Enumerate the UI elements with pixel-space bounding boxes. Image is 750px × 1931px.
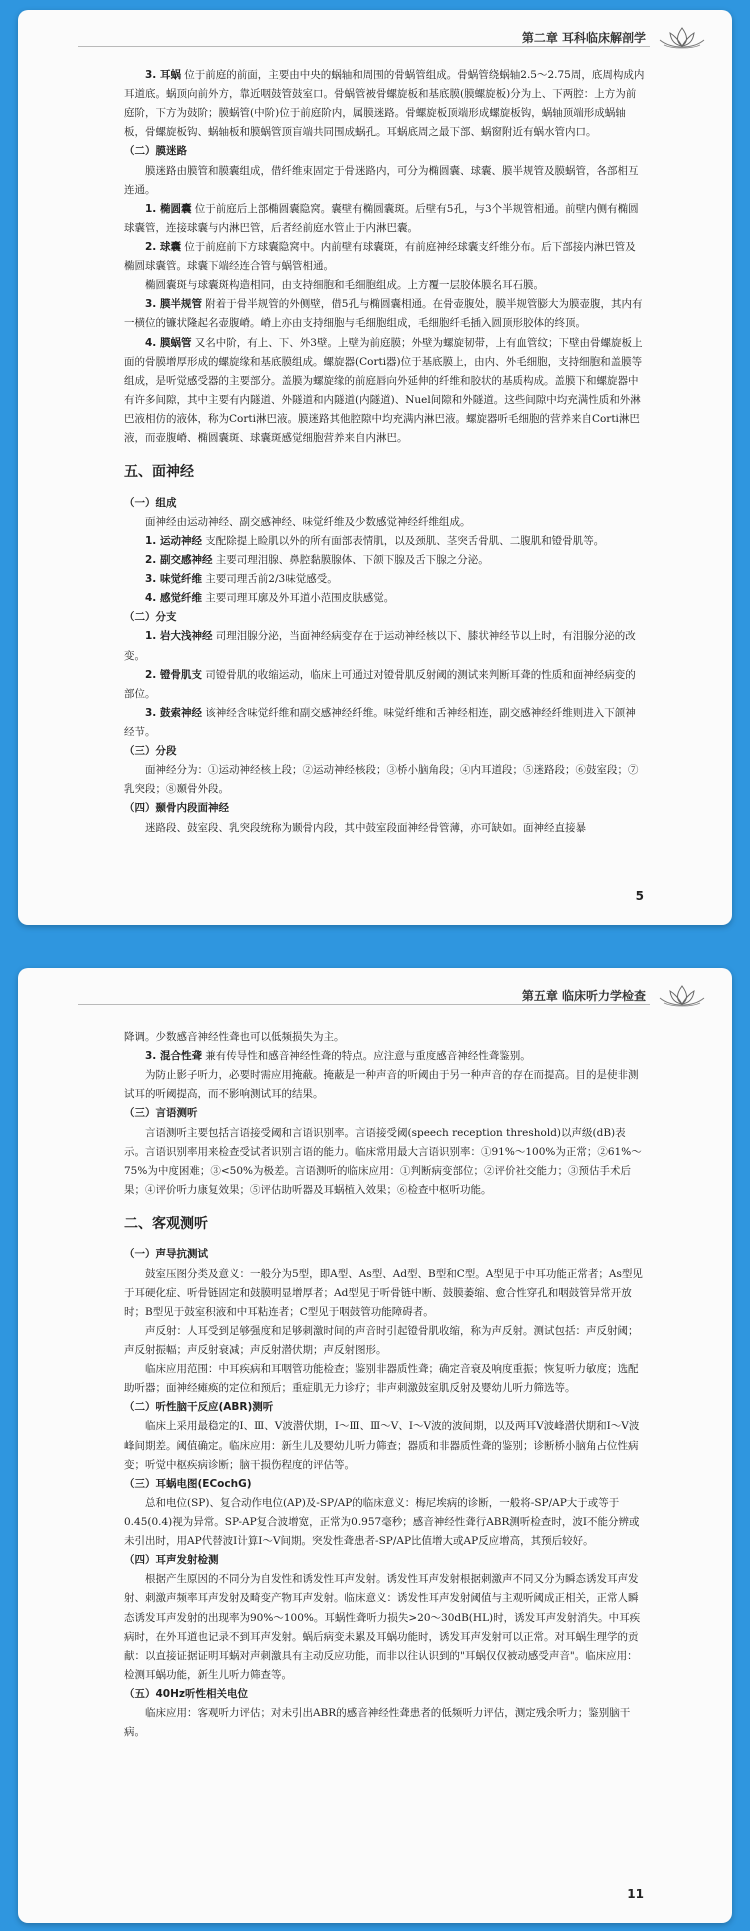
subsection-heading: （一）组成 <box>124 496 177 509</box>
term-label: 1. 岩大浅神经 <box>145 630 213 643</box>
section-heading: 五、面神经 <box>124 464 194 481</box>
subsection-heading: （五）40Hz听性相关电位 <box>124 1687 249 1700</box>
body-paragraph <box>124 1704 646 1742</box>
body-paragraph <box>124 1417 646 1474</box>
page-body <box>124 66 646 867</box>
lotus-logo-icon <box>654 982 710 1008</box>
term-label: 3. 混合性聋 <box>145 1050 202 1063</box>
body-paragraph <box>124 276 646 295</box>
paragraph-text: 位于前庭的前面，主要由中央的蜗轴和周围的骨蜗管组成。骨蜗管绕蜗轴2.5～2.75周，底周构成内耳道底。蜗顶向前外方，靠近咽鼓管鼓室口。骨蜗管被骨螺旋板和基底膜(膜螺旋板)分为上、下两腔：上方为前庭阶，下方为鼓阶；膜蜗管(中阶)位于前庭阶内，属膜迷路。骨螺旋板顶端形成螺旋板钩，蜗轴顶端形成蜗轴板，骨螺旋板钩、蜗轴板和膜蜗管顶盲端共同围成蜗孔。耳蜗底周之最下部、蜗窗附近有蜗水管内口。 <box>124 69 645 139</box>
paragraph-text: 椭圆囊斑与球囊斑构造相同，由支持细胞和毛细胞组成。上方覆一层胶体膜名耳石膜。 <box>145 279 544 292</box>
header-divider <box>78 1004 650 1005</box>
paragraph-text: 位于前庭前下方球囊隐窝中。内前壁有球囊斑，有前庭神经球囊支纤维分布。后下部接内淋巴管及椭圆球囊管。球囊下端经连合管与蜗管相通。 <box>124 240 636 273</box>
body-paragraph <box>124 200 646 238</box>
paragraph-text: 临床应用：客观听力评估；对未引出ABR的感音神经性聋患者的低频听力评估，测定残余听力；鉴别脑干病。 <box>124 1707 631 1739</box>
body-paragraph <box>124 1322 646 1360</box>
paragraph-text: 降调。少数感音神经性聋也可以低频损失为主。 <box>124 1031 345 1043</box>
body-paragraph <box>124 1066 646 1104</box>
body-paragraph <box>124 1360 646 1398</box>
paragraph-text: 位于前庭后上部椭圆囊隐窝。囊壁有椭圆囊斑。后壁有5孔，与3个半规管相通。前壁内侧有椭圆球囊管，连接球囊与内淋巴管，后者经前庭水管止于内淋巴囊。 <box>124 202 639 234</box>
paragraph-text: 支配除提上睑肌以外的所有面部表情肌，以及颈肌、茎突舌骨肌、二腹肌和镫骨肌等。 <box>201 534 605 547</box>
body-paragraph <box>124 666 646 704</box>
term-label: 1. 运动神经 <box>145 534 202 547</box>
paragraph-text: 总和电位(SP)、复合动作电位(AP)及-SP/AP的临床意义：梅尼埃病的诊断，一般将-SP/AP大于或等于0.45(0.4)视为异常。SP-AP复合波增宽，正常为0.957毫秒；感音神经性聋行ABR测听检查时，波Ⅰ不能分辨或未引出时，用AP代替波Ⅰ计算Ⅰ～Ⅴ间期。突发性聋患者-SP/AP比值增大或AP反应增高，其预后较好。 <box>124 1496 640 1548</box>
subsection-heading: （四）耳声发射检测 <box>124 1554 219 1567</box>
paragraph-text: 为防止影子听力，必要时需应用掩蔽。掩蔽是一种声音的听阈由于另一种声音的存在而提高。目的是使非测试耳的听阈提高，而不影响测试耳的结果。 <box>124 1069 639 1101</box>
term-label: 2. 镫骨肌支 <box>145 668 202 681</box>
paragraph-text: 主要司理舌前2/3味觉感受。 <box>201 573 338 586</box>
body-paragraph <box>124 532 646 551</box>
paragraph-text: 面神经分为：①运动神经核上段；②运动神经核段；③桥小脑角段；④内耳道段；⑤迷路段；⑥鼓室段；⑦乳突段；⑧颞骨外段。 <box>124 764 639 796</box>
body-paragraph <box>124 1028 646 1047</box>
subsection-heading: （三）分段 <box>124 745 177 758</box>
paragraph-text: 临床上采用最稳定的Ⅰ、Ⅲ、Ⅴ波潜伏期，Ⅰ～Ⅲ、Ⅲ～Ⅴ、Ⅰ～Ⅴ波的波间期，以及两耳Ⅴ波峰潜伏期和Ⅰ～Ⅴ波峰间期差。阈值确定。临床应用：新生儿及婴幼儿听力筛查；器质和非器质性聋的鉴别；诊断桥小脑角占位性病变；听觉中枢疾病诊断；脑干损伤程度的评估等。 <box>124 1420 640 1471</box>
page-body <box>124 1028 646 1865</box>
term-label: 4. 感觉纤维 <box>145 592 202 605</box>
term-label: 3. 鼓索神经 <box>145 706 202 719</box>
paragraph-text: 临床应用范围：中耳疾病和耳咽管功能检查；鉴别非器质性聋；确定音衰及响度重振；恢复听力敏度；选配助听器；面神经瘫痪的定位和预后；重症肌无力诊疗；非声刺激鼓室肌反射及婴幼儿听力筛选等。 <box>124 1363 639 1395</box>
subsection-heading: （一）声导抗测试 <box>124 1248 208 1261</box>
body-paragraph <box>124 1047 646 1066</box>
section-heading: 二、客观测听 <box>124 1215 208 1232</box>
term-label: 4. 膜蜗管 <box>145 336 192 349</box>
paragraph-text: 言语测听主要包括言语接受阈和言语识别率。言语接受阈(speech reception threshold)以声级(dB)表示。言语识别率用来检查受试者识别言语的能力。临床常用最大言语识别率：①91%～100%为正常；②61%～75%为中度困难；③<50%为极差。言语测听的临床应用：①判断病变部位；②评价社交能力；③预估手术后果；④评价听力康复效果；⑤评估助听器及耳蜗植入效果；⑥检查中枢听功能。 <box>124 1126 642 1196</box>
book-page-11 <box>18 968 732 1923</box>
subsection-heading: （三）言语测听 <box>124 1107 198 1120</box>
body-paragraph <box>124 570 646 589</box>
paragraph-text: 附着于骨半规管的外侧壁，借5孔与椭圆囊相通。在骨壶腹处，膜半规管膨大为膜壶腹，其内有一横位的镰状隆起名壶腹嵴。嵴上亦由支持细胞与毛细胞组成，毛细胞纤毛插入圆顶形胶体的终顶。 <box>124 298 643 330</box>
paragraph-text: 迷路段、鼓室段、乳突段统称为颞骨内段，其中鼓室段面神经骨管薄，亦可缺如。面神经直接暴 <box>145 821 586 834</box>
page-number: 11 <box>627 1887 644 1901</box>
subsection-heading: （二）膜迷路 <box>124 145 187 158</box>
body-paragraph <box>124 1494 646 1551</box>
term-label: 3. 味觉纤维 <box>145 573 202 586</box>
paragraph-text: 根据产生原因的不同分为自发性和诱发性耳声发射。诱发性耳声发射根据刺激声不同又分为瞬态诱发耳声发射、刺激声频率耳声发射及畸变产物耳声发射。临床意义：诱发性耳声发射阈值与主观听阈成正相关，正常人瞬态诱发耳声发射的出现率为90%～100%。耳蜗性聋听力损失>20～30dB(HL)时，诱发耳声发射消失。中耳疾病时，在外耳道也记录不到耳声发射。蜗后病变未累及耳蜗功能时，诱发耳声发射可以正常。对耳蜗生理学的贡献：以直接证据证明耳蜗对声刺激具有主动反应功能，而非以往认识到的"耳蜗仅仅被动感受声音"。临床应用：检测耳蜗功能，新生儿听力筛查等。 <box>124 1573 641 1681</box>
term-label: 1. 椭圆囊 <box>145 202 192 215</box>
body-paragraph <box>124 627 646 665</box>
term-label: 3. 耳蜗 <box>145 69 181 81</box>
body-paragraph <box>124 761 646 799</box>
body-paragraph <box>124 589 646 608</box>
body-paragraph <box>124 295 646 333</box>
chapter-title: 第五章 临床听力学检查 <box>521 988 646 1003</box>
subsection-heading: （三）耳蜗电图(ECochG) <box>124 1477 252 1490</box>
paragraph-text: 主要司理耳廓及外耳道小范围皮肤感觉。 <box>201 592 395 605</box>
lotus-logo-icon <box>654 24 710 50</box>
body-paragraph <box>124 1124 646 1200</box>
body-paragraph <box>124 551 646 570</box>
body-paragraph <box>124 1570 646 1685</box>
paragraph-text: 鼓室压图分类及意义：一般分为5型，即A型、As型、Ad型、B型和C型。A型见于中耳功能正常者；As型见于耳硬化症、听骨链固定和鼓膜明显增厚者；Ad型见于听骨链中断、鼓膜萎缩、愈合性穿孔和咽鼓管异常开放时；B型见于鼓室积液和中耳粘连者；C型见于咽鼓管功能障碍者。 <box>124 1267 643 1318</box>
body-paragraph <box>124 162 646 200</box>
chapter-title: 第二章 耳科临床解剖学 <box>521 30 646 45</box>
page-number: 5 <box>635 889 644 903</box>
paragraph-text: 司镫骨肌的收缩运动，临床上可通过对镫骨肌反射阈的测试来判断耳聋的性质和面神经病变的部位。 <box>124 668 636 700</box>
paragraph-text: 兼有传导性和感音神经性聋的特点。应注意与重度感音神经性聋鉴别。 <box>201 1050 531 1063</box>
paragraph-text: 主要司理泪腺、鼻腔黏膜腺体、下颌下腺及舌下腺之分泌。 <box>212 553 489 566</box>
paragraph-text: 又名中阶，有上、下、外3壁。上壁为前庭膜；外壁为螺旋韧带，上有血管纹；下壁由骨螺旋板上面的骨膜增厚形成的螺旋缘和基底膜组成。螺旋器(Corti器)位于基底膜上，由内、外毛细胞，支持细胞和盖膜等组成，是听觉感受器的主要部分。盖膜为螺旋缘的前庭唇向外延伸的纤维和胶状的基质构成。盖膜下和螺旋器中有许多间隙，其中主要有内隧道、外隧道和内隧道(内隧道)、Nuel间隙和外隧道。这些间隙中均充满性质和外淋巴液相仿的液体，称为Corti淋巴液。膜迷路其他腔隙中均充满内淋巴液。螺旋器听毛细胞的营养来自Corti淋巴液，而壶腹嵴、椭圆囊斑、球囊斑感觉细胞营养来自内淋巴。 <box>124 336 643 445</box>
header-divider <box>78 46 650 47</box>
body-paragraph <box>124 334 646 449</box>
paragraph-text: 该神经含味觉纤维和副交感神经纤维。味觉纤维和舌神经相连，副交感神经纤维则进入下颌神经节。 <box>124 706 636 738</box>
book-page-5 <box>18 10 732 925</box>
subsection-heading: （二）听性脑干反应(ABR)测听 <box>124 1401 274 1414</box>
term-label: 3. 膜半规管 <box>145 298 202 311</box>
subsection-heading: （四）颞骨内段面神经 <box>124 802 229 815</box>
term-label: 2. 副交感神经 <box>145 553 213 566</box>
body-paragraph <box>124 704 646 742</box>
body-paragraph <box>124 66 646 142</box>
paragraph-text: 司理泪腺分泌，当面神经病变存在于运动神经核以下、膝状神经节以上时，有泪腺分泌的改变。 <box>124 630 636 662</box>
term-label: 2. 球囊 <box>145 240 181 253</box>
body-paragraph <box>124 1265 646 1322</box>
paragraph-text: 面神经由运动神经、副交感神经、味觉纤维及少数感觉神经纤维组成。 <box>145 515 471 528</box>
body-paragraph <box>124 819 646 838</box>
body-paragraph <box>124 513 646 532</box>
subsection-heading: （二）分支 <box>124 611 177 624</box>
paragraph-text: 膜迷路由膜管和膜囊组成，借纤维束固定于骨迷路内，可分为椭圆囊、球囊、膜半规管及膜蜗管，各部相互连通。 <box>124 164 639 196</box>
body-paragraph <box>124 238 646 276</box>
paragraph-text: 声反射：人耳受到足够强度和足够刺激时间的声音时引起镫骨肌收缩，称为声反射。测试包括：声反射阈；声反射振幅；声反射衰减；声反射潜伏期；声反射图形。 <box>124 1324 639 1356</box>
